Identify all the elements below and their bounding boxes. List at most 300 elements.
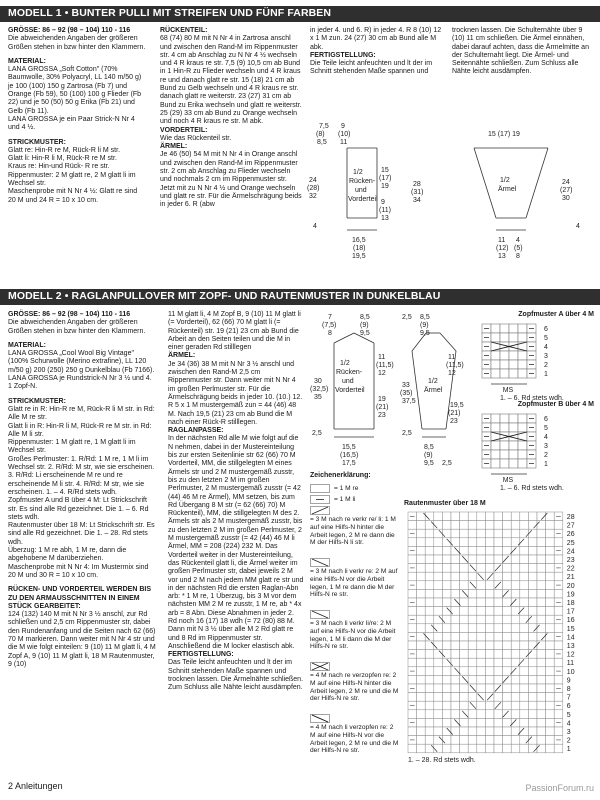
chart-cell [511, 521, 520, 530]
chart-cell [417, 521, 426, 530]
chart-cell [528, 589, 537, 598]
row-number: 6 [544, 416, 548, 423]
chart-cell [451, 632, 460, 641]
chart-cell [494, 615, 503, 624]
legend-text: = 1 M re [334, 485, 359, 492]
chart-cell [451, 589, 460, 598]
chart-cell [460, 624, 469, 633]
row-number: 3 [544, 353, 548, 360]
section-name: Anleitungen [15, 781, 63, 791]
chart-cell [485, 727, 494, 736]
chart-cell [528, 529, 537, 538]
legend-symbol-icon [310, 506, 330, 515]
chart-cell [434, 512, 443, 521]
chart-cell [451, 624, 460, 633]
chart-cell [520, 529, 529, 538]
chart-cell [485, 538, 494, 547]
chart-cell [477, 546, 486, 555]
chart-cell [528, 667, 537, 676]
model2-sleeve-schematic [400, 311, 472, 469]
chart-cell [494, 641, 503, 650]
legend-text: = 3 M nach re verkr re/ li: 1 M auf eine Hilfs-N hinter die Arbeit legen, 2 M re dann die M der Hilfs-N li str. [310, 516, 396, 547]
chart-cell [511, 632, 520, 641]
chart-cell [537, 555, 546, 564]
m1s-right-2: 30 [562, 195, 570, 202]
chart-cell [537, 538, 546, 547]
chart-cell [417, 564, 426, 573]
m2s-top-0: 2,5 [402, 314, 412, 321]
chart-cell [528, 701, 537, 710]
chart-cell [408, 727, 417, 736]
row-number: 23 [566, 557, 575, 564]
chart-cell [511, 581, 520, 590]
chart-cell [528, 727, 537, 736]
chart-cell [520, 581, 529, 590]
chart-cell [442, 598, 451, 607]
chart-cell [503, 589, 512, 598]
row-number: 20 [566, 582, 575, 590]
paragraph: Glatt li: Hin-R li M, Rück-R re M str. [8, 155, 117, 163]
chart-cell [546, 564, 555, 573]
chart-cell [520, 744, 529, 753]
chart-cell [485, 736, 494, 745]
paragraph: Überzug: 1 M re abh, 1 M re, dann die abgehobene M darüberziehen. [8, 547, 127, 563]
chart-cell [408, 555, 417, 564]
chart-cell [518, 459, 527, 468]
chart-cell [494, 736, 503, 745]
chart-cell [485, 512, 494, 521]
chart-cell [494, 718, 503, 727]
chart-cell [442, 555, 451, 564]
row-number: 26 [566, 531, 575, 539]
section-heading: VORDERTEIL: [160, 126, 208, 134]
chart-cell [417, 667, 426, 676]
chart-cell [491, 351, 500, 360]
chart-cell [537, 607, 546, 616]
chart-cell [425, 675, 434, 684]
chart-cell [468, 693, 477, 702]
chart-cell [500, 459, 509, 468]
chart-cell [546, 684, 555, 693]
chart-cell [509, 414, 518, 423]
zopf-b-title: Zopfmuster B über 4 M [517, 401, 594, 408]
paragraph: LANA GROSSA je ein Paar Strick-N Nr 4 und 4 ½. [8, 115, 135, 132]
chart-cell [554, 589, 563, 598]
chart-cell [434, 607, 443, 616]
chart-cell [546, 581, 555, 590]
row-number: 24 [566, 548, 575, 556]
m2b-left-2: 35 [314, 394, 322, 401]
chart-cell [425, 572, 434, 581]
chart-cell [460, 615, 469, 624]
chart-cell [442, 718, 451, 727]
chart-cell [511, 572, 520, 581]
chart-cell [460, 693, 469, 702]
chart-cell [494, 512, 503, 521]
chart-cell [417, 529, 426, 538]
chart-cell [408, 658, 417, 667]
chart-cell [442, 641, 451, 650]
m2b-side-1: (21) [376, 404, 389, 411]
chart-cell [537, 589, 546, 598]
chart-cell [434, 564, 443, 573]
model1-column-3 [310, 27, 446, 89]
section-heading: RAGLANPASSE: [168, 427, 224, 435]
paragraph: Rautenmuster über 18 M: Lt Strickschrift str. Es sind alle Rd gezeichnet. Die 1. – 28. Rd stets wdh. [8, 522, 155, 546]
chart-cell [520, 675, 529, 684]
chart-cell [537, 598, 546, 607]
chart-cell [460, 512, 469, 521]
chart-cell [503, 701, 512, 710]
chart-cell [503, 538, 512, 547]
chart-cell [460, 589, 469, 598]
chart-cell [546, 624, 555, 633]
model2-title-band [0, 289, 600, 305]
chart-cell [520, 624, 529, 633]
row-number: 11 [566, 660, 575, 668]
chart-cell [509, 324, 518, 333]
chart-cell [511, 546, 520, 555]
chart-cell [451, 521, 460, 530]
chart-cell [503, 710, 512, 719]
chart-cell [554, 555, 563, 564]
model1-column-2 [160, 27, 302, 267]
paragraph: LANA GROSSA je Rundstrick-N Nr 3 ½ und 4. [8, 375, 152, 383]
chart-cell [442, 693, 451, 702]
m2s-top-3: 9,5 [420, 330, 430, 337]
chart-cell [485, 701, 494, 710]
chart-cell [485, 607, 494, 616]
chart-cell [520, 598, 529, 607]
chart-cell [460, 650, 469, 659]
chart-cell [500, 351, 509, 360]
chart-cell [537, 546, 546, 555]
chart-cell [442, 675, 451, 684]
chart-cell [460, 632, 469, 641]
paragraph: Die Teile leicht anfeuchten und lt der im Schnitt stehenden Maße spannen und [310, 60, 433, 76]
chart-cell [528, 641, 537, 650]
chart-cell [425, 650, 434, 659]
row-number: 10 [566, 668, 575, 676]
m2b-label-2: und [342, 378, 354, 385]
chart-cell [477, 598, 486, 607]
chart-cell [417, 727, 426, 736]
row-number: 2 [566, 737, 571, 745]
chart-cell [511, 641, 520, 650]
chart-cell [477, 555, 486, 564]
chart-cell [494, 710, 503, 719]
chart-cell [520, 512, 529, 521]
m1b-side-2: 34 [413, 197, 421, 204]
chart-cell [528, 581, 537, 590]
chart-cell [485, 555, 494, 564]
chart-cell [468, 598, 477, 607]
chart-cell [494, 538, 503, 547]
chart-cell [477, 744, 486, 753]
legend-text: = 1 M li [334, 496, 356, 503]
chart-cell [520, 546, 529, 555]
chart-cell [503, 658, 512, 667]
chart-cell [417, 555, 426, 564]
chart-cell [485, 658, 494, 667]
chart-cell [511, 667, 520, 676]
chart-cell [503, 555, 512, 564]
m2b-label-0: 1/2 [340, 360, 350, 367]
legend-symbol-icon [310, 558, 330, 567]
legend-symbol-icon [310, 714, 330, 723]
paragraph: Glatt re: Hin-R re M, Rück-R li M str. [8, 146, 121, 154]
chart-cell [468, 589, 477, 598]
chart-cell [477, 658, 486, 667]
m2b-right-1: (11,5) [376, 362, 394, 369]
paragraph: trocknen lassen. Die Schulternähte über 9 (10) 11 cm schließen. Die Ärmel einnähen, dabei darauf achten, dass die Ärmelmitte an der Schulternaht liegt. Die Ärmel- und Seitennähte schließen. Zum Schluss alle Nähte leicht ausdämpfen. [452, 27, 589, 76]
chart-cell [434, 684, 443, 693]
m2s-side-1: (21) [448, 410, 461, 417]
chart-cell [491, 369, 500, 378]
chart-cell [546, 538, 555, 547]
model2-title: MODELL 2 • RAGLANPULLOVER MIT ZOPF- UND RAUTENMUSTER IN DUNKELBLAU [8, 290, 441, 302]
chart-cell [546, 675, 555, 684]
chart-cell [434, 693, 443, 702]
chart-cell [442, 529, 451, 538]
chart-cell [460, 641, 469, 650]
chart-cell [518, 423, 527, 432]
chart-cell [503, 598, 512, 607]
raute-title: Rautenmuster über 18 M [404, 500, 486, 507]
chart-cell [451, 615, 460, 624]
chart-cell [528, 693, 537, 702]
chart-cell [520, 615, 529, 624]
chart-cell [537, 529, 546, 538]
chart-cell [500, 333, 509, 342]
m1b-bottom-1: (18) [353, 245, 366, 252]
m1b-left-1: (28) [307, 185, 320, 192]
chart-cell [408, 675, 417, 684]
m1s-bottom-0: 11 [498, 237, 506, 244]
chart-cell [451, 736, 460, 745]
chart-cell [537, 581, 546, 590]
chart-cell [494, 667, 503, 676]
chart-cell [528, 744, 537, 753]
chart-cell [434, 598, 443, 607]
chart-cell [442, 512, 451, 521]
model1-sleeve-schematic [452, 118, 594, 263]
m1b-right2-2: 13 [381, 215, 389, 222]
paragraph: 68 (74) 80 M mit N Nr 4 in Zartrosa anschl und zwischen den Rand-M im Rippenmuster str. 4 cm ab Anschlag zu N Nr 4 ½ wechseln und 4 R kraus re str. 7,5 (9) 10,5 cm ab Bund in 1 Hin-R zu Flieder wechseln und 4 R kraus re und danach glatt re str. 15 (18) 21 cm ab Bund zu Gelb wechseln und 4 R kraus re str. danach glatt re weiterstr. 23 (27) 31 cm ab Bund zu Erika wechseln und glatt re weiterstr. 25 (29) 33 cm ab Bund zu Orange wechseln und noch 4 R kraus re str. M abk. [160, 35, 302, 126]
chart-cell [503, 632, 512, 641]
chart-cell [503, 693, 512, 702]
chart-cell [491, 450, 500, 459]
row-number: 15 [566, 625, 575, 633]
chart-cell [518, 369, 527, 378]
chart-cell [425, 529, 434, 538]
chart-cell [485, 529, 494, 538]
chart-cell [451, 718, 460, 727]
chart-cell [468, 521, 477, 530]
m1b-right2-1: (11) [379, 207, 391, 214]
chart-cell [511, 675, 520, 684]
paragraph: Je 46 (50) 54 M mit N Nr 4 in Orange anschl und zwischen den Rand-M im Rippenmuster str. 2 cm ab Anschlag zu Flieder wechseln und nochmals 2 cm im Rippenmuster str. Jetzt mit zu N Nr 4 ½ und Orange wechseln und glatt re str. Für die Ärmelschrägung beids in jeder 6. R (abw [160, 151, 302, 209]
chart-cell [451, 581, 460, 590]
paragraph: LANA GROSSA „Soft Cotton" (70% Baumwolle, 30% Polyacryl, LL 140 m/50 g) [8, 66, 142, 82]
chart-cell [511, 615, 520, 624]
chart-cell [468, 727, 477, 736]
chart-cell [425, 718, 434, 727]
chart-cell [460, 718, 469, 727]
m2b-top-left-0: 7 [328, 314, 332, 321]
m2s-side-0: 19,5 [450, 402, 464, 409]
paragraph: 124 (132) 140 M mit N Nr 3 ½ anschl, zur Rd schließen und 2,5 cm Rippenmuster str, dabei den Rundenanfang und die Seiten nach 62 (66) 70 M markieren. Dann weiter mit N Nr 4 str und die M wie folgt einteilen: 9 (10) 11 M glatt li, 4 M Zopf A, 9 (10) 11 M glatt li, 18 M Rautenmuster, 9 (10) [8, 611, 156, 668]
chart-cell [451, 641, 460, 650]
chart-cell [417, 581, 426, 590]
chart-cell [537, 693, 546, 702]
repeat-note: 1. – 6. Rd stets wdh. [500, 485, 564, 492]
chart-cell [442, 744, 451, 753]
chart-cell [537, 727, 546, 736]
chart-cell [417, 572, 426, 581]
chart-cell [520, 693, 529, 702]
row-number: 9 [566, 677, 571, 685]
legend-text: = 3 M nach li verkr li/re: 2 M auf eine Hilfs-N vor die Arbeit legen, 1 M li dann die M der Hilfs-N re str. [310, 620, 396, 651]
chart-cell [468, 718, 477, 727]
chart-cell [554, 521, 563, 530]
chart-cell [468, 667, 477, 676]
chart-cell [442, 564, 451, 573]
chart-cell [451, 598, 460, 607]
chart-cell [442, 521, 451, 530]
chart-cell [509, 450, 518, 459]
chart-cell [503, 564, 512, 573]
m2b-bottom-2: 17,5 [342, 460, 356, 467]
chart-cell [503, 624, 512, 633]
chart-cell [528, 615, 537, 624]
chart-cell [451, 546, 460, 555]
chart-cell [503, 736, 512, 745]
section-heading: GRÖSSE: 86 – 92 (98 – 104) 110 - 116 [8, 27, 131, 34]
chart-cell [528, 564, 537, 573]
chart-cell [477, 684, 486, 693]
chart-cell [442, 572, 451, 581]
chart-cell [494, 546, 503, 555]
chart-cell [491, 459, 500, 468]
chart-cell [503, 512, 512, 521]
chart-cell [511, 744, 520, 753]
paragraph: Maschenprobe mit N Nr 4: Im Mustermix sind 20 M und 30 R = 10 x 10 cm. [8, 563, 149, 579]
row-number: 4 [544, 344, 548, 351]
chart-cell [537, 641, 546, 650]
chart-cell [460, 598, 469, 607]
paragraph: Die abweichenden Angaben der größeren Größen stehen in bzw hinter den Klammern. [8, 319, 146, 335]
chart-cell [434, 658, 443, 667]
row-number: 22 [566, 565, 575, 573]
chart-cell [485, 598, 494, 607]
chart-cell [417, 546, 426, 555]
chart-cell [434, 641, 443, 650]
m2b-top-left-1: (7,5) [322, 322, 337, 329]
row-number: 3 [566, 729, 571, 736]
row-number: 28 [566, 514, 575, 521]
m1s-bottom-2: 13 [498, 253, 506, 260]
chart-cell [417, 641, 426, 650]
chart-cell [451, 710, 460, 719]
paragraph: Die abweichenden Angaben der größeren Größen stehen in bzw hinter den Klammern. [8, 35, 146, 51]
chart-cell [468, 529, 477, 538]
section-heading: FERTIGSTELLUNG: [168, 651, 234, 659]
m2b-side-2: 23 [378, 412, 386, 419]
zopf-a-chart [482, 322, 590, 402]
chart-cell [417, 538, 426, 547]
chart-cell [518, 351, 527, 360]
chart-cell [546, 710, 555, 719]
row-number: 5 [566, 711, 571, 719]
chart-cell [546, 718, 555, 727]
chart-cell [520, 521, 529, 530]
chart-cell [460, 581, 469, 590]
chart-cell [528, 521, 537, 530]
chart-cell [408, 693, 417, 702]
chart-cell [434, 632, 443, 641]
m1s-top: 15 (17) 19 [488, 131, 520, 138]
m1s-bottom2-0: 4 [516, 237, 520, 244]
chart-cell [511, 512, 520, 521]
chart-cell [518, 333, 527, 342]
chart-cell [554, 693, 563, 702]
chart-cell [477, 718, 486, 727]
chart-cell [451, 564, 460, 573]
m1b-top-left-1: (8) [316, 131, 325, 138]
chart-cell [485, 684, 494, 693]
m1s-right-0: 24 [562, 179, 570, 186]
chart-cell [554, 641, 563, 650]
chart-cell [520, 555, 529, 564]
chart-cell [546, 701, 555, 710]
chart-cell [451, 650, 460, 659]
chart-cell [434, 710, 443, 719]
m2b-left-1: (32,5) [310, 386, 329, 393]
chart-cell [434, 546, 443, 555]
m2b-right-2: 12 [378, 370, 386, 377]
chart-cell [468, 650, 477, 659]
chart-cell [491, 360, 500, 369]
chart-cell [451, 693, 460, 702]
legend-title: Zeichenerklärung: [310, 472, 371, 479]
row-number: 6 [544, 326, 548, 333]
chart-cell [417, 607, 426, 616]
chart-cell [434, 529, 443, 538]
chart-cell [434, 624, 443, 633]
chart-cell [537, 684, 546, 693]
chart-cell [425, 538, 434, 547]
chart-cell [554, 710, 563, 719]
chart-cell [477, 512, 486, 521]
chart-cell [477, 727, 486, 736]
chart-cell [494, 727, 503, 736]
chart-cell [460, 736, 469, 745]
chart-cell [451, 675, 460, 684]
row-number: 18 [566, 600, 575, 607]
chart-cell [468, 675, 477, 684]
chart-cell [477, 710, 486, 719]
section-heading: ÄRMEL: [160, 143, 188, 151]
m2b-right-0: 11 [378, 354, 386, 361]
chart-cell [511, 529, 520, 538]
chart-cell [503, 744, 512, 753]
chart-cell [511, 718, 520, 727]
m1b-right2-0: 9 [381, 199, 385, 206]
chart-cell [546, 641, 555, 650]
chart-cell [425, 667, 434, 676]
chart-cell [503, 727, 512, 736]
